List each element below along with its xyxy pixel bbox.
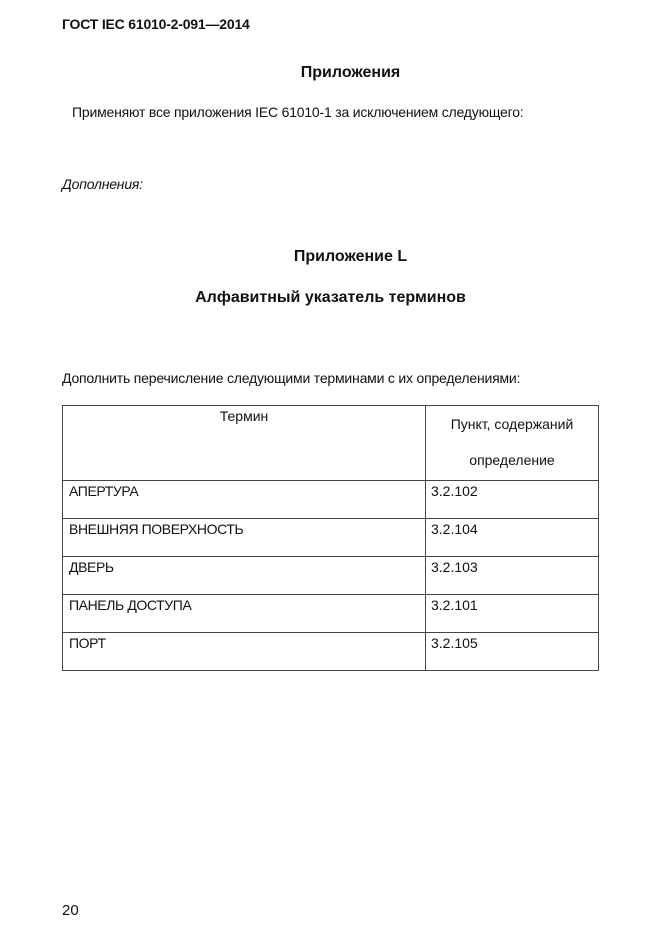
header-clause: Пункт, содержаний определение — [426, 406, 599, 481]
term-cell: АПЕРТУРА — [63, 481, 426, 519]
clause-cell: 3.2.101 — [426, 595, 599, 633]
table-row — [63, 481, 599, 519]
term-cell: ПАНЕЛЬ ДОСТУПА — [63, 595, 426, 633]
table-row — [63, 633, 599, 671]
header-term: Термин — [63, 406, 426, 481]
section-title: Приложения — [300, 64, 401, 81]
annex-title: Приложение L — [293, 248, 408, 265]
annex-subtitle: Алфавитный указатель терминов — [195, 289, 466, 306]
additions-label: Дополнения: — [62, 176, 143, 192]
clause-cell: 3.2.104 — [426, 519, 599, 557]
table-header-row — [63, 406, 599, 481]
term-cell: ПОРТ — [63, 633, 426, 671]
terms-table — [62, 405, 599, 671]
annex-intro: Дополнить перечисление следующими терминами с их определениями: — [62, 370, 521, 386]
clause-cell: 3.2.103 — [426, 557, 599, 595]
page-number: 20 — [62, 902, 79, 919]
term-cell: ВНЕШНЯЯ ПОВЕРХНОСТЬ — [63, 519, 426, 557]
table-row — [63, 519, 599, 557]
clause-cell: 3.2.102 — [426, 481, 599, 519]
clause-cell: 3.2.105 — [426, 633, 599, 671]
section-intro: Применяют все приложения IEC 61010-1 за исключением следующего: — [72, 104, 524, 120]
table-row — [63, 595, 599, 633]
term-cell: ДВЕРЬ — [63, 557, 426, 595]
standard-code: ГОСТ IEC 61010-2-091—2014 — [62, 16, 250, 32]
table-row — [63, 557, 599, 595]
